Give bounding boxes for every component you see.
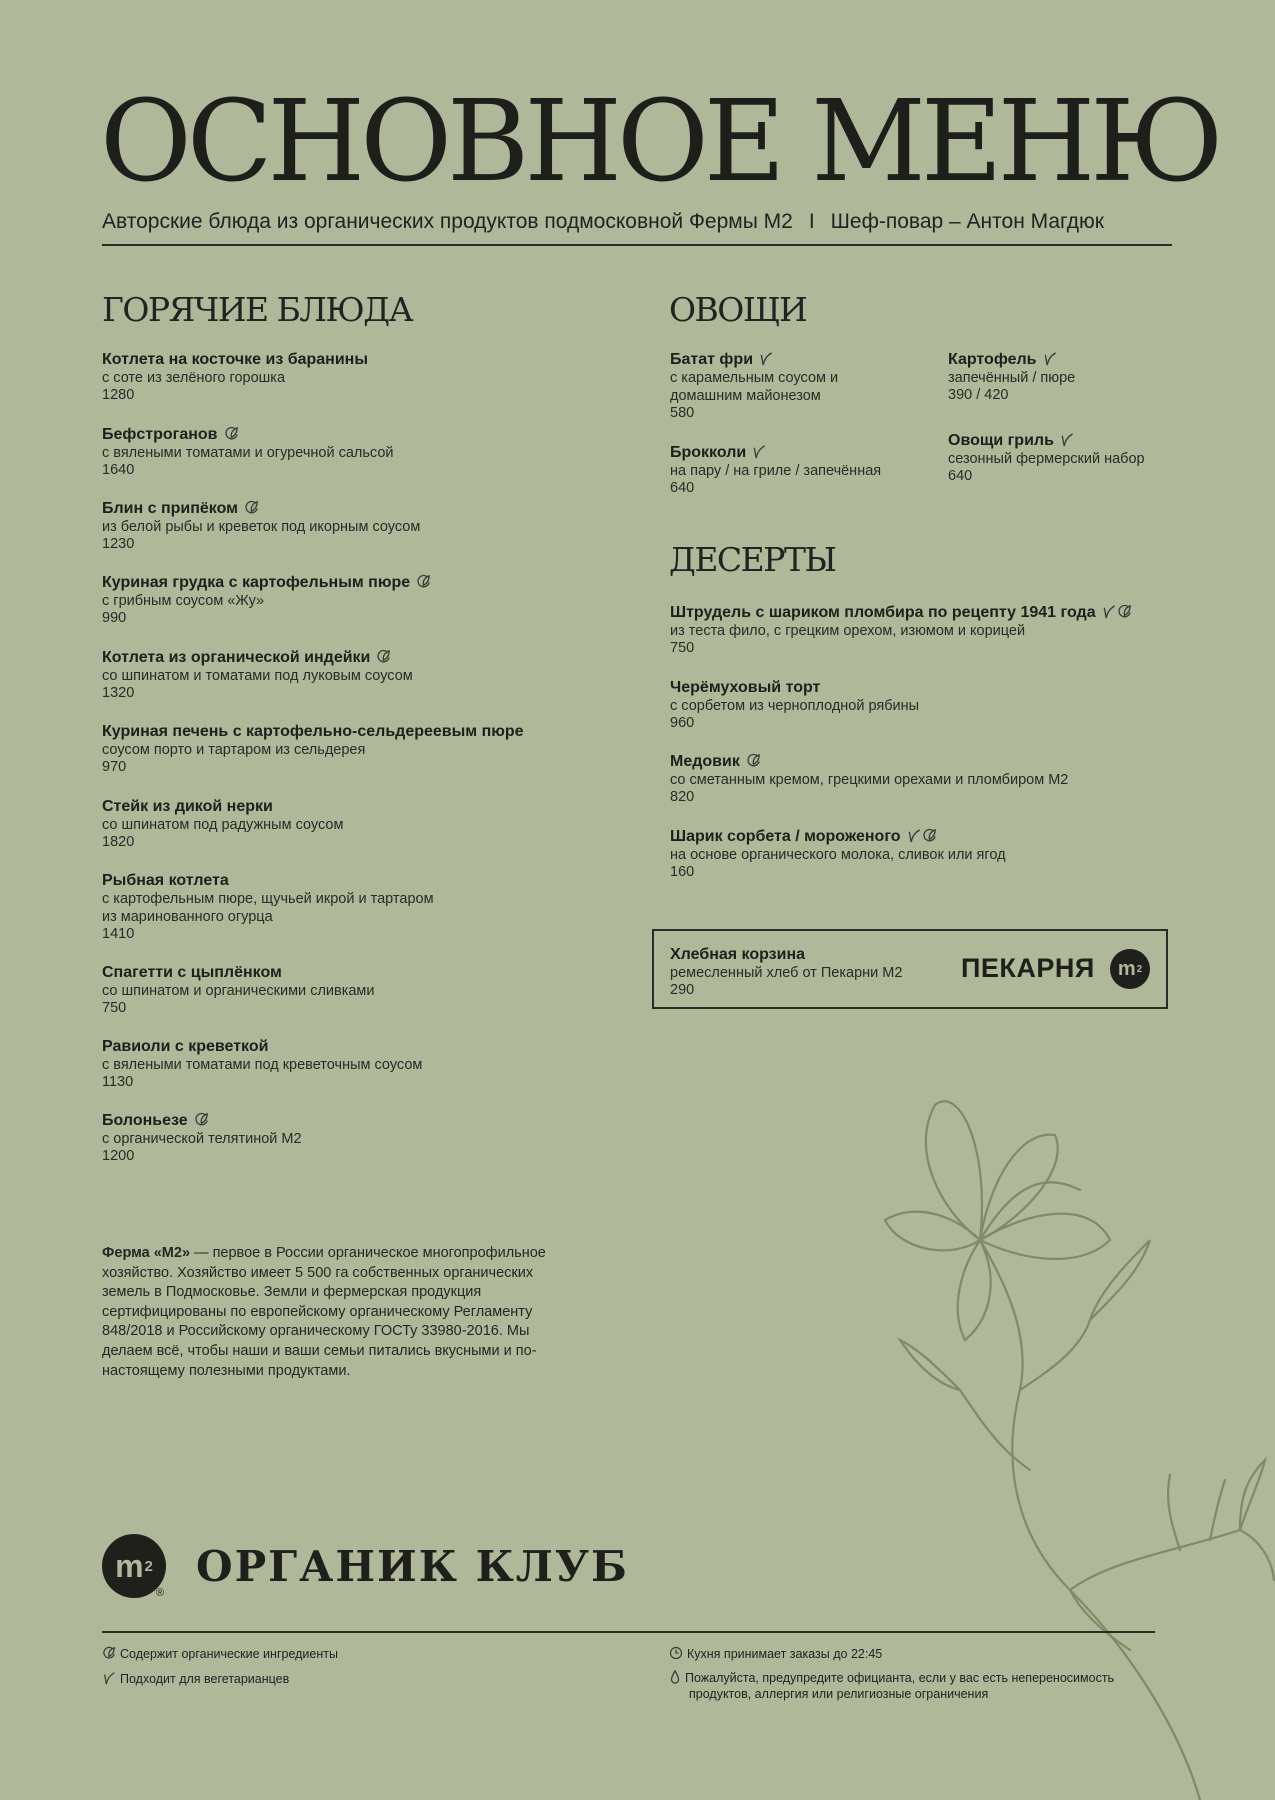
- item-name: Куриная печень с картофельно-сельдереевым пюре: [102, 723, 524, 740]
- drop-icon: [669, 1670, 681, 1684]
- item-name: Брокколи: [670, 444, 747, 461]
- item-price: 1410: [102, 926, 135, 942]
- menu-item: [102, 499, 420, 553]
- item-description: соусом порто и тартаром из сельдерея: [102, 742, 366, 758]
- item-description: со шпинатом и органическими сливками: [102, 983, 375, 999]
- item-description: с грибным соусом «Жу»: [102, 593, 265, 609]
- menu-item: [948, 350, 1075, 404]
- item-description: из белой рыбы и креветок под икорным соусом: [102, 519, 421, 535]
- item-price: 1200: [102, 1148, 135, 1164]
- legend-allergy-text-1: Пожалуйста, предупредите официанта, если у вас есть непереносимость: [685, 1671, 1115, 1685]
- subtitle-farm: Авторские блюда из органических продуктов подмосковной Фермы М2: [102, 210, 793, 233]
- clock-icon: [669, 1646, 683, 1660]
- menu-item: [948, 431, 1145, 485]
- vegetarian-sprout-icon: [1043, 351, 1057, 366]
- item-name: Батат фри: [670, 351, 754, 368]
- item-price: 160: [670, 864, 695, 880]
- item-name: Котлета из органической индейки: [102, 649, 371, 666]
- item-price: 820: [670, 789, 695, 805]
- item-description: ремесленный хлеб от Пекарни М2: [670, 965, 903, 981]
- item-description: с соте из зелёного горошка: [102, 370, 286, 386]
- legend-vegetarian-text: Подходит для вегетарианцев: [120, 1672, 290, 1686]
- page-title: ОСНОВНОЕ МЕНЮ: [100, 77, 1219, 207]
- organic-leaf-icon: [746, 753, 761, 768]
- legend-kitchen-text: Кухня принимает заказы до 22:45: [687, 1647, 883, 1661]
- bread-basket-box: [652, 929, 1168, 1009]
- organic-leaf-icon: [416, 574, 431, 589]
- item-description: из теста фило, с грецким орехом, изюмом и корицей: [670, 623, 1026, 639]
- item-price: 1130: [102, 1074, 134, 1090]
- club-logo-text: m: [115, 1547, 144, 1584]
- farm-name: Ферма «М2»: [102, 1245, 191, 1261]
- item-description: с органической телятиной М2: [102, 1131, 302, 1147]
- item-name: Спагетти с цыплёнком: [102, 964, 282, 981]
- m2-logo-text: m: [1117, 957, 1136, 980]
- vegetarian-sprout-icon: [1060, 432, 1074, 447]
- vegetarian-sprout-icon: [102, 1671, 116, 1685]
- club-name: ОРГАНИК КЛУБ: [196, 1542, 629, 1591]
- menu-item: [102, 573, 431, 627]
- m2-logo: [1110, 949, 1150, 989]
- legend-kitchen-hours: [669, 1646, 882, 1662]
- item-price: 1640: [102, 462, 135, 478]
- item-description: со шпинатом и томатами под луковым соусом: [102, 668, 413, 684]
- organic-leaf-icon: [376, 649, 391, 664]
- organic-leaf-icon: [244, 500, 259, 515]
- menu-item: [670, 678, 919, 732]
- vegetarian-sprout-icon: [759, 351, 773, 366]
- item-name: Штрудель с шариком пломбира по рецепту 1941 года: [670, 604, 1096, 621]
- menu-item: [102, 1037, 422, 1091]
- item-price: 750: [670, 640, 695, 656]
- farm-description: [102, 1244, 582, 1381]
- club-logo-sup: 2: [144, 1557, 153, 1575]
- vegetarian-sprout-icon: [1102, 604, 1116, 619]
- menu-item: [102, 1111, 302, 1165]
- item-description: с карамельным соусом и: [670, 370, 839, 386]
- menu-item: [670, 752, 1068, 806]
- menu-item: [670, 443, 881, 497]
- vegetarian-sprout-icon: [752, 444, 766, 459]
- item-description-line-2: домашним майонезом: [670, 388, 821, 404]
- item-price: 640: [670, 480, 695, 496]
- m2-logo-sup: 2: [1136, 963, 1143, 975]
- legend-vegetarian: [102, 1671, 289, 1687]
- item-name: Шарик сорбета / мороженого: [670, 828, 901, 845]
- section-title-desserts: ДЕСЕРТЫ: [669, 540, 836, 579]
- item-description-line-2: из маринованного огурца: [102, 909, 273, 925]
- menu-item: [102, 350, 368, 404]
- legend-allergy-text-2: продуктов, аллергия или религиозные ограничения: [689, 1687, 989, 1701]
- page-subtitle: [102, 208, 1104, 236]
- legend-organic: [102, 1646, 338, 1662]
- menu-item: [102, 425, 394, 479]
- item-description: со сметанным кремом, грецкими орехами и пломбиром М2: [670, 772, 1069, 788]
- item-price: 290: [670, 982, 695, 998]
- organic-leaf-icon: [194, 1112, 209, 1127]
- subtitle-chef: Шеф-повар – Антон Магдюк: [830, 210, 1104, 233]
- menu-item: [670, 827, 1006, 881]
- item-price: 580: [670, 405, 695, 421]
- menu-item: [102, 648, 413, 702]
- item-price: 1280: [102, 387, 135, 403]
- item-description: на пару / на гриле / запечённая: [670, 463, 882, 479]
- menu-item: [102, 963, 375, 1017]
- registered-mark: ®: [156, 1587, 165, 1599]
- item-price: 1320: [102, 685, 135, 701]
- item-name: Бефстроганов: [102, 426, 218, 443]
- bakery-label: ПЕКАРНЯ: [961, 953, 1095, 983]
- item-price: 960: [670, 715, 695, 731]
- menu-item: [670, 350, 838, 422]
- item-name: Картофель: [948, 351, 1037, 368]
- item-description: сезонный фермерский набор: [948, 451, 1145, 467]
- item-price: 970: [102, 759, 127, 775]
- menu-item: [670, 945, 902, 999]
- organic-leaf-icon: [102, 1646, 116, 1660]
- item-price: 640: [948, 468, 973, 484]
- menu-item: [102, 871, 434, 943]
- item-description: со шпинатом под радужным соусом: [102, 817, 344, 833]
- legend-allergy: [669, 1670, 1114, 1702]
- menu-item: [102, 722, 524, 776]
- item-price: 1820: [102, 834, 135, 850]
- item-description: на основе органического молока, сливок или ягод: [670, 847, 1006, 863]
- item-name: Черёмуховый торт: [670, 679, 821, 696]
- item-name: Куриная грудка с картофельным пюре: [102, 574, 411, 591]
- item-description: с вялеными томатами и огуречной сальсой: [102, 445, 394, 461]
- item-description: с картофельным пюре, щучьей икрой и тартаром: [102, 891, 434, 907]
- menu-item: [670, 603, 1132, 657]
- item-price: 990: [102, 610, 127, 626]
- header-divider: [102, 244, 1172, 246]
- item-price: 1230: [102, 536, 135, 552]
- section-title-hot-dishes: ГОРЯЧИЕ БЛЮДА: [102, 290, 413, 329]
- item-name: Блин с припёком: [102, 500, 238, 517]
- item-name: Котлета на косточке из баранины: [102, 351, 369, 368]
- item-description: с сорбетом из черноплодной рябины: [670, 698, 920, 714]
- item-description: с вялеными томатами под креветочным соусом: [102, 1057, 423, 1073]
- item-name: Стейк из дикой нерки: [102, 798, 273, 815]
- item-name: Рыбная котлета: [102, 872, 229, 889]
- organic-leaf-icon: [1117, 604, 1132, 619]
- legend-organic-text: Содержит органические ингредиенты: [120, 1647, 338, 1661]
- item-price: 750: [102, 1000, 127, 1016]
- item-price: 390 / 420: [948, 387, 1009, 403]
- farm-text: — первое в России органическое многопрофильное хозяйство. Хозяйство имеет 5 500 га собственных органических земель в Подмосковье. Земли и фермерская продукция сертифицированы по европейскому органическому Регламенту 848/2018 и Российскому органическому ГОСТу 33980-2016. Мы делаем всё, чтобы наши и ваши семьи питались вкусными и по-настоящему полезными продуктами.: [102, 1245, 546, 1379]
- footer-divider: [102, 1631, 1155, 1633]
- organic-leaf-icon: [922, 828, 937, 843]
- item-name: Медовик: [670, 753, 740, 770]
- item-name: Хлебная корзина: [670, 946, 806, 963]
- organic-leaf-icon: [224, 426, 239, 441]
- item-name: Болоньезе: [102, 1112, 188, 1129]
- menu-item: [102, 797, 343, 851]
- section-title-vegetables: ОВОЩИ: [669, 290, 807, 329]
- item-name: Равиоли с креветкой: [102, 1038, 269, 1055]
- item-name: Овощи гриль: [948, 432, 1054, 449]
- item-description: запечённый / пюре: [948, 370, 1076, 386]
- vegetarian-sprout-icon: [907, 828, 921, 843]
- subtitle-separator: I: [808, 210, 815, 233]
